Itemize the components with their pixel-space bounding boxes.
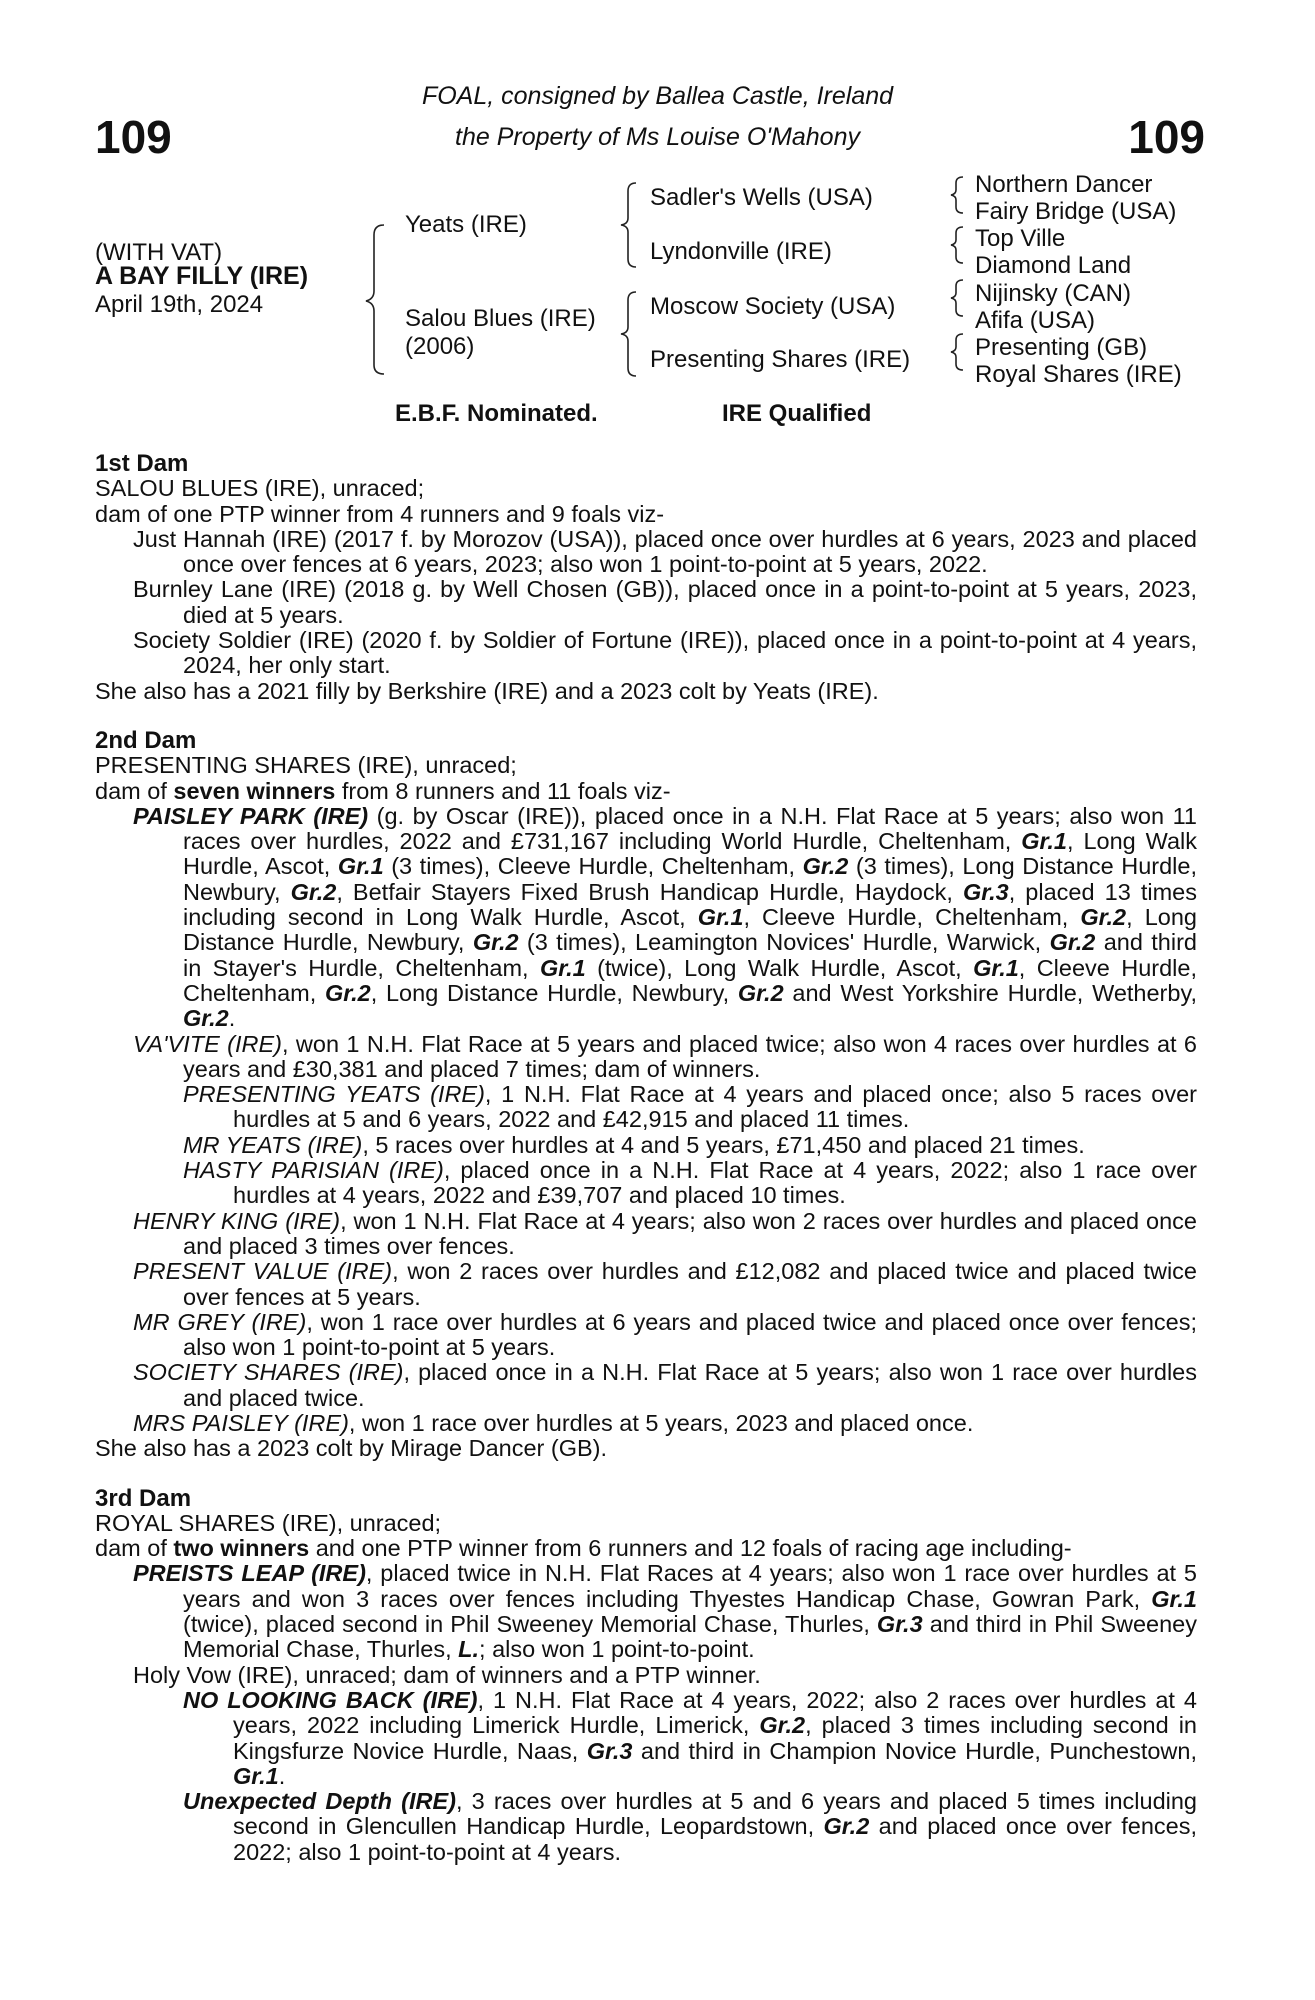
- ebf-nomination: E.B.F. Nominated.: [395, 400, 598, 427]
- holy-vow-entry: Holy Vow (IRE), unraced; dam of winners and a PTP winner.: [133, 1661, 761, 1688]
- first-dam-also: She also has a 2021 filly by Berkshire (IRE) and a 2023 colt by Yeats (IRE).: [95, 677, 879, 704]
- second-dam-heading: 2nd Dam: [95, 726, 197, 754]
- produce-entry: Burnley Lane (IRE) (2018 g. by Well Chosen (GB)), placed once in a point-to-point at 5 years, 2023, died at 5 years.: [133, 576, 1197, 628]
- produce-entry: MR GREY (IRE), won 1 race over hurdles at 6 years and placed twice and placed once over fences; also won 1 point-to-point at 5 years.: [133, 1308, 1197, 1361]
- second-dam-also: She also has a 2023 colt by Mirage Dancer (GB).: [95, 1435, 608, 1462]
- property-line: the Property of Ms Louise O'Mahony: [455, 123, 860, 151]
- ggp-5: Nijinsky (CAN): [975, 280, 1131, 307]
- vavite-produce: HASTY PARISIAN (IRE), placed once in a N.H. Flat Race at 4 years, 2022; also 1 race over hurdles at 4 years, 2022 and £39,707 and placed 10 times.: [183, 1157, 1198, 1209]
- ggp-6: Afifa (USA): [975, 307, 1096, 334]
- first-dam-summary: dam of one PTP winner from 4 runners and 9 foals viz-: [95, 500, 665, 527]
- vat-note: (WITH VAT): [95, 239, 223, 266]
- paisley-park-entry: PAISLEY PARK (IRE) (g. by Oscar (IRE)), placed once in a N.H. Flat Race at 5 years; also won 11 races over hurdles, 2022 and £731,167 including World Hurdle, Cheltenham, Gr.1, Long Walk Hurdle, Ascot, Gr.1 (3 times), Cleeve Hurdle, Cheltenham, Gr.2 (3 times), Long Distance Hurdle, Newbury, Gr.2, Betfair Stayers Fixed Brush Handicap Hurdle, Haydock, Gr.3, placed 13 times including second in Long Walk Hurdle, Ascot, Gr.1, Cleeve Hurdle, Cheltenham, Gr.2, Long Distance Hurdle, Newbury, Gr.2 (3 times), Leamington Novices' Hurdle, Warwick, Gr.2 and third in Stayer's Hurdle, Cheltenham, Gr.1 (twice), Long Walk Hurdle, Ascot, Gr.1, Cleeve Hurdle, Cheltenham, Gr.2, Long Distance Hurdle, Newbury, Gr.2 and West Yorkshire Hurdle, Wetherby, Gr.2.: [133, 802, 1198, 1032]
- vavite-entry: VA'VITE (IRE), won 1 N.H. Flat Race at 5 years and placed twice; also won 4 races over hurdles at 6 years and £30,381 and placed 7 times; dam of winners.: [133, 1030, 1197, 1082]
- preists-leap-entry: PREISTS LEAP (IRE), placed twice in N.H. Flat Races at 4 years; also won 1 race over hurdles at 5 years and won 3 races over fences including Thyestes Handicap Chase, Gowran Park, Gr.1 (twice), placed second in Phil Sweeney Memorial Chase, Thurles, Gr.3 and third in Phil Sweeney Memorial Chase, Thurles, L.; also won 1 point-to-point.: [133, 1560, 1197, 1663]
- produce-entry: SOCIETY SHARES (IRE), placed once in a N.H. Flat Race at 5 years; also won 1 race over hurdles and placed twice.: [133, 1359, 1197, 1411]
- horse-name: A BAY FILLY (IRE): [95, 262, 309, 290]
- first-dam-name: SALOU BLUES (IRE), unraced;: [95, 475, 425, 502]
- foaling-date: April 19th, 2024: [95, 291, 264, 318]
- ggp-8: Royal Shares (IRE): [975, 361, 1182, 388]
- first-dam-heading: 1st Dam: [95, 450, 189, 477]
- second-dam-name: PRESENTING SHARES (IRE), unraced;: [95, 752, 517, 779]
- dam-year: (2006): [405, 333, 475, 360]
- granddam-dam: Presenting Shares (IRE): [650, 346, 911, 373]
- granddam-sire: Lyndonville (IRE): [650, 238, 832, 265]
- ggp-7: Presenting (GB): [975, 334, 1148, 361]
- horse-name-bold: PAISLEY PARK (IRE): [133, 802, 369, 829]
- consignor-line: FOAL, consigned by Ballea Castle, Ireland: [421, 82, 894, 110]
- winners-count: seven winners: [173, 777, 336, 804]
- third-dam-heading: 3rd Dam: [95, 1484, 192, 1512]
- sire-name: Yeats (IRE): [405, 211, 527, 238]
- vavite-produce: PRESENTING YEATS (IRE), 1 N.H. Flat Race at 4 years and placed once; also 5 races over hurdles at 5 and 6 years, 2022 and £42,915 and placed 11 times.: [183, 1081, 1197, 1133]
- produce-entry: PRESENT VALUE (IRE), won 2 races over hurdles and £12,082 and placed twice and placed twice over fences at 5 years.: [133, 1258, 1197, 1310]
- ggp-3: Top Ville: [975, 225, 1066, 252]
- produce-entry: Just Hannah (IRE) (2017 f. by Morozov (USA)), placed once over hurdles at 6 years, 2023 and placed once over fences at 6 years, 2023; also won 1 point-to-point at 5 years, 2022.: [133, 525, 1197, 578]
- dam-name: Salou Blues (IRE): [405, 305, 596, 332]
- unexpected-depth-entry: Unexpected Depth (IRE), 3 races over hurdles at 5 and 6 years and placed 5 times including second in Glencullen Handicap Hurdle, Leopardstown, Gr.2 and placed once over fences, 2022; also 1 point-to-point at 4 years.: [183, 1788, 1197, 1865]
- vavite-produce: MR YEATS (IRE), 5 races over hurdles at 4 and 5 years, £71,450 and placed 21 times.: [183, 1131, 1085, 1158]
- lot-number-left: 109: [95, 111, 172, 163]
- third-dam-summary: dam of two winners and one PTP winner from 6 runners and 12 foals of racing age including-: [95, 1535, 1072, 1562]
- produce-entry: MRS PAISLEY (IRE), won 1 race over hurdles at 5 years, 2023 and placed once.: [133, 1409, 974, 1436]
- grandsire-sire: Sadler's Wells (USA): [650, 184, 873, 211]
- lot-number-right: 109: [1128, 111, 1205, 163]
- ire-qualified: IRE Qualified: [722, 400, 872, 427]
- ggp-1: Northern Dancer: [975, 171, 1153, 198]
- no-looking-back-entry: NO LOOKING BACK (IRE), 1 N.H. Flat Race at 4 years, 2022; also 2 races over hurdles at 4 years, 2022 including Limerick Hurdle, Limerick, Gr.2, placed 3 times including second in Kingsfurze Novice Hurdle, Naas, Gr.3 and third in Champion Novice Hurdle, Punchestown, Gr.1.: [183, 1686, 1197, 1789]
- produce-entry: Society Soldier (IRE) (2020 f. by Soldier of Fortune (IRE)), placed once in a point-to-point at 4 years, 2024, her only start.: [133, 627, 1197, 679]
- second-dam-summary: dam of seven winners from 8 runners and 11 foals viz-: [95, 777, 671, 804]
- ggp-4: Diamond Land: [975, 252, 1132, 279]
- horse-name-italic: VA'VITE (IRE): [133, 1030, 282, 1057]
- catalogue-body: [95, 451, 1197, 1865]
- ggp-2: Fairy Bridge (USA): [975, 198, 1177, 225]
- third-dam-name: ROYAL SHARES (IRE), unraced;: [95, 1509, 442, 1536]
- grandsire-dam: Moscow Society (USA): [650, 293, 896, 320]
- produce-entry: HENRY KING (IRE), won 1 N.H. Flat Race at 4 years; also won 2 races over hurdles and placed once and placed 3 times over fences.: [133, 1207, 1197, 1259]
